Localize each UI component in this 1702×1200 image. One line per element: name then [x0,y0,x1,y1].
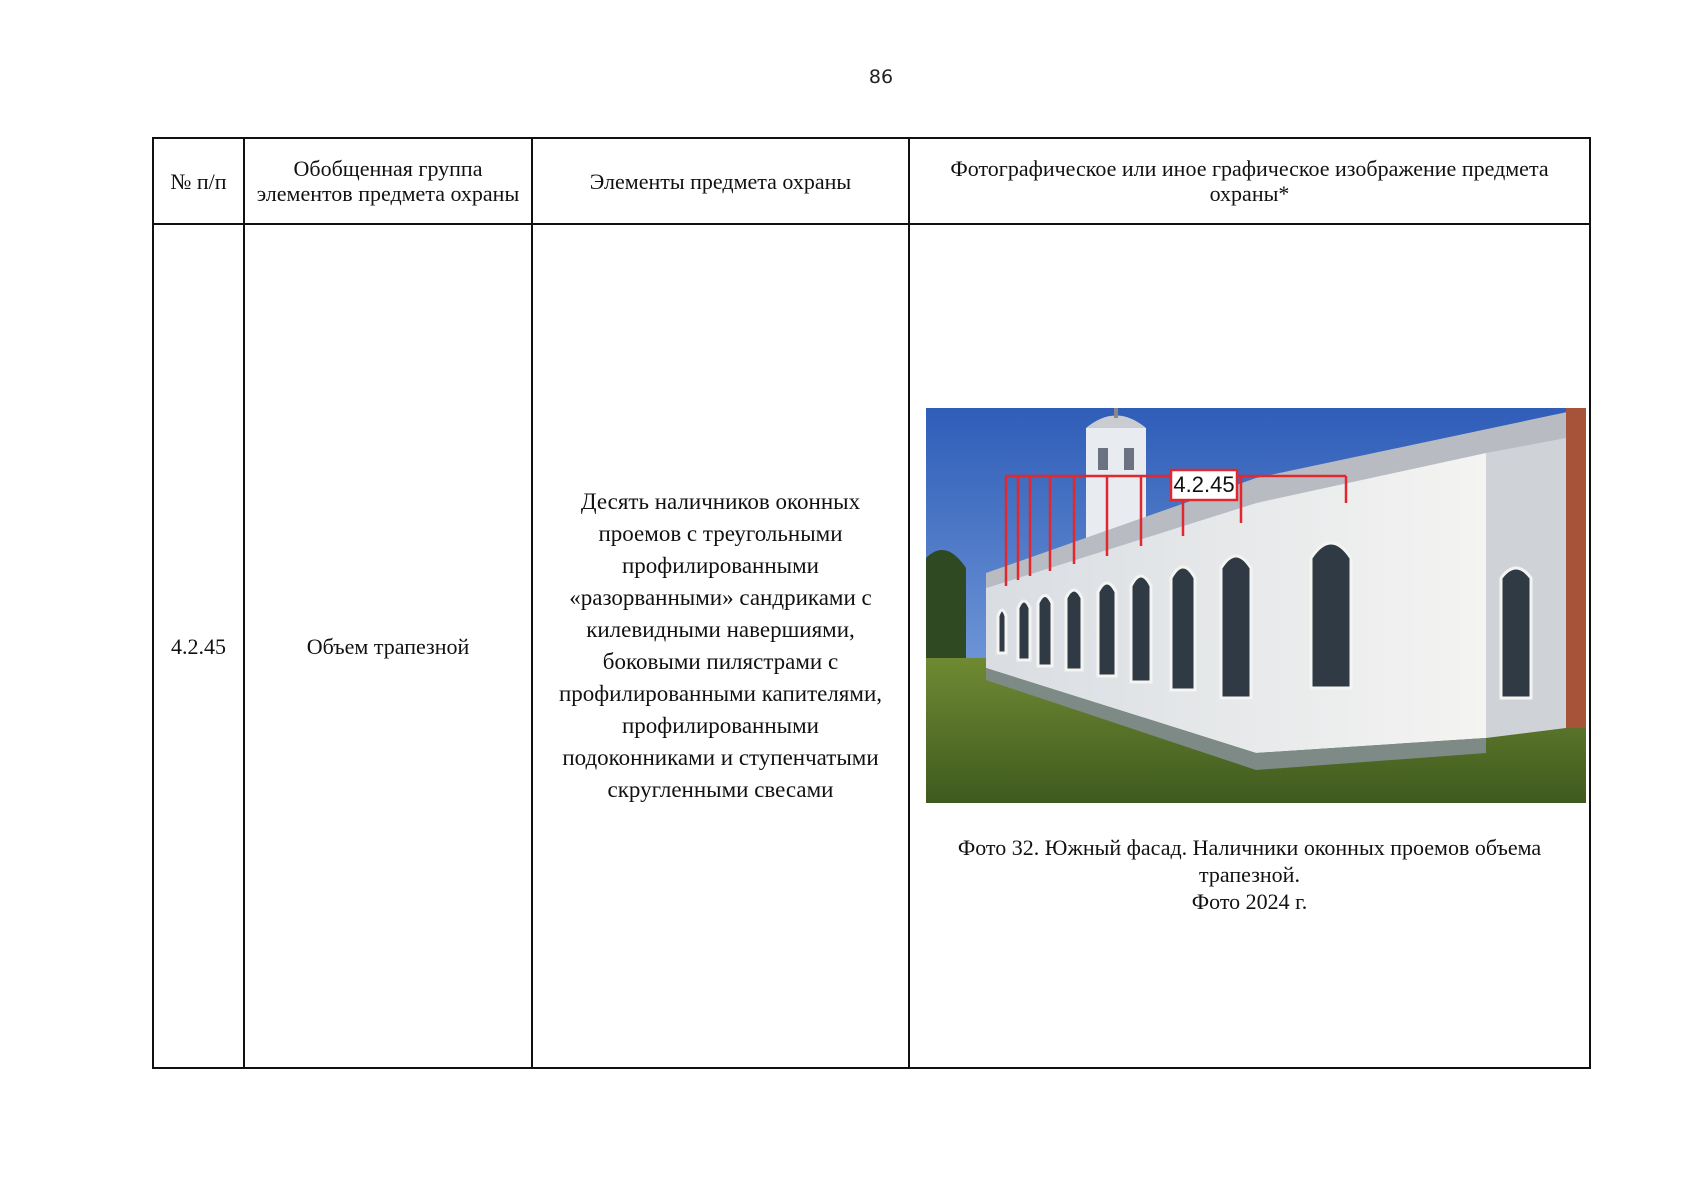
table-header-row [153,138,1590,224]
photo-marker-label: 4.2.45 [1173,472,1235,497]
photo-caption [910,834,1589,915]
header-num: № п/п [153,138,244,224]
header-image: Фотографическое или иное графическое изображение предмета охраны* [909,138,1590,224]
facade-photo [926,408,1586,803]
caption-line-1: Фото 32. Южный фасад. Наличники оконных проемов объема трапезной. [957,835,1542,887]
row-num: 4.2.45 [153,224,244,1068]
header-group: Обобщенная группа элементов предмета охраны [244,138,532,224]
page-number: 86 [868,66,894,88]
protection-table [152,137,1591,1069]
row-elements [532,224,909,1068]
elements-description: Десять наличников оконных проемов с треугольными профилированными «разорванными» сандриками с килевидными навершиями, боковыми пилястрами с профилированными капителями, профилированными подоконниками и ступенчатыми скругленными свесами [558,489,883,802]
row-group: Объем трапезной [244,224,532,1068]
caption-line-2: Фото 2024 г. [1191,889,1308,914]
header-elements: Элементы предмета охраны [532,138,909,224]
row-image-cell [909,224,1590,1068]
table-row [153,224,1590,1068]
